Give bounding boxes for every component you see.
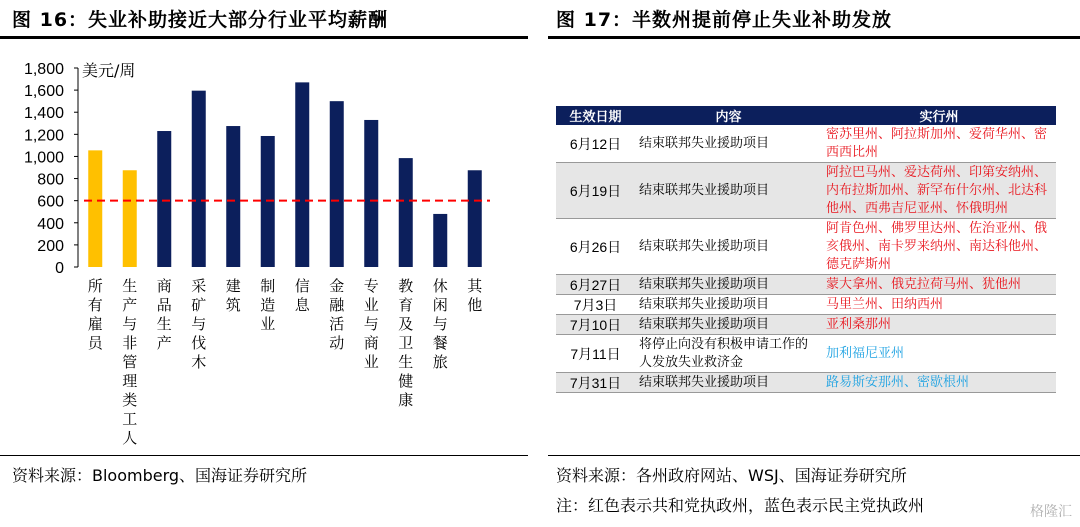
category-label: 商品生产 <box>156 277 172 352</box>
bar <box>123 170 137 267</box>
cell-date: 7月3日 <box>556 295 635 315</box>
right-figure-title: 图 17：半数州提前停止失业补助发放 <box>556 9 893 31</box>
y-tick-label: 1,400 <box>23 105 64 123</box>
bar <box>88 150 102 267</box>
category-label: 所有雇员 <box>87 277 103 352</box>
cell-states: 加利福尼亚州 <box>822 335 1056 373</box>
watermark-logo <box>1030 501 1072 521</box>
table-row <box>556 295 1056 315</box>
cell-states: 路易斯安那州、密歇根州 <box>822 373 1056 393</box>
header-date: 生效日期 <box>556 106 635 125</box>
y-tick-label: 1,000 <box>23 149 64 167</box>
category-label: 专业与商业 <box>363 277 379 371</box>
table-row <box>556 335 1056 373</box>
right-title-rule <box>548 36 1080 39</box>
bar <box>226 126 240 267</box>
left-title-rule <box>0 36 528 39</box>
cell-date: 7月10日 <box>556 315 635 335</box>
category-label: 制造业 <box>260 277 276 333</box>
right-source: 资料来源：各州政府网站、WSJ、国海证券研究所 <box>556 466 907 485</box>
right-source-rule <box>548 455 1080 456</box>
y-tick-label: 0 <box>55 260 64 277</box>
left-source: 资料来源：Bloomberg、国海证券研究所 <box>12 466 308 485</box>
cell-date: 7月11日 <box>556 335 635 373</box>
category-label: 建筑 <box>225 277 241 314</box>
y-axis-unit-label: 美元/周 <box>82 61 136 80</box>
header-content: 内容 <box>635 106 822 125</box>
bar <box>364 120 378 267</box>
bar <box>295 82 309 267</box>
cell-content: 结束联邦失业援助项目 <box>635 219 822 275</box>
cell-states: 马里兰州、田纳西州 <box>822 295 1056 315</box>
category-label: 信息 <box>294 277 310 314</box>
y-tick-label: 1,600 <box>23 83 64 101</box>
bar <box>468 170 482 267</box>
table-header-row <box>556 106 1056 125</box>
table-row <box>556 373 1056 393</box>
left-figure-title: 图 16：失业补助接近大部分行业平均薪酬 <box>12 9 389 31</box>
cell-content: 结束联邦失业援助项目 <box>635 373 822 393</box>
table-row <box>556 125 1056 163</box>
cell-content: 结束联邦失业援助项目 <box>635 275 822 295</box>
category-label: 生产与非管理类工人 <box>122 277 138 447</box>
cell-states: 密苏里州、阿拉斯加州、爱荷华州、密西西比州 <box>822 125 1056 163</box>
bar <box>399 158 413 267</box>
cell-content: 结束联邦失业援助项目 <box>635 125 822 163</box>
cell-content: 结束联邦失业援助项目 <box>635 163 822 219</box>
category-label: 采矿与伐木 <box>191 277 207 371</box>
y-tick-label: 200 <box>37 237 64 255</box>
bar <box>433 214 447 267</box>
cell-content: 结束联邦失业援助项目 <box>635 315 822 335</box>
state-policy-table <box>556 106 1056 393</box>
cell-date: 6月26日 <box>556 219 635 275</box>
category-label: 其他 <box>467 277 483 314</box>
bar <box>192 91 206 267</box>
cell-date: 6月27日 <box>556 275 635 295</box>
cell-states: 蒙大拿州、俄克拉荷马州、犹他州 <box>822 275 1056 295</box>
category-label: 休闲与餐旅 <box>432 277 448 371</box>
cell-content: 结束联邦失业援助项目 <box>635 295 822 315</box>
watermark-text: 格隆汇 <box>1030 504 1072 520</box>
category-label: 金融活动 <box>329 277 345 352</box>
header-states: 实行州 <box>822 106 1056 125</box>
left-source-rule <box>0 455 528 456</box>
y-tick-label: 600 <box>37 193 64 211</box>
y-tick-label: 400 <box>37 215 64 233</box>
cell-states: 阿拉巴马州、爱达荷州、印第安纳州、内布拉斯加州、新罕布什尔州、北达科他州、西弗吉尼亚州、怀俄明州 <box>822 163 1056 219</box>
cell-content: 将停止向没有积极申请工作的人发放失业救济金 <box>635 335 822 373</box>
table-row <box>556 315 1056 335</box>
bar <box>157 131 171 267</box>
bar-chart <box>0 48 520 453</box>
table-row <box>556 163 1056 219</box>
table-row <box>556 219 1056 275</box>
y-tick-label: 1,800 <box>23 61 64 78</box>
cell-date: 7月31日 <box>556 373 635 393</box>
y-tick-label: 800 <box>37 171 64 189</box>
table-row <box>556 275 1056 295</box>
cell-date: 6月12日 <box>556 125 635 163</box>
category-label: 教育及卫生健康 <box>398 277 414 409</box>
cell-states: 亚利桑那州 <box>822 315 1056 335</box>
cell-states: 阿肯色州、佛罗里达州、佐治亚州、俄亥俄州、南卡罗来纳州、南达科他州、德克萨斯州 <box>822 219 1056 275</box>
y-tick-label: 1,200 <box>23 127 64 145</box>
right-note: 注：红色表示共和党执政州，蓝色表示民主党执政州 <box>556 496 925 515</box>
bar <box>330 101 344 267</box>
cell-date: 6月19日 <box>556 163 635 219</box>
